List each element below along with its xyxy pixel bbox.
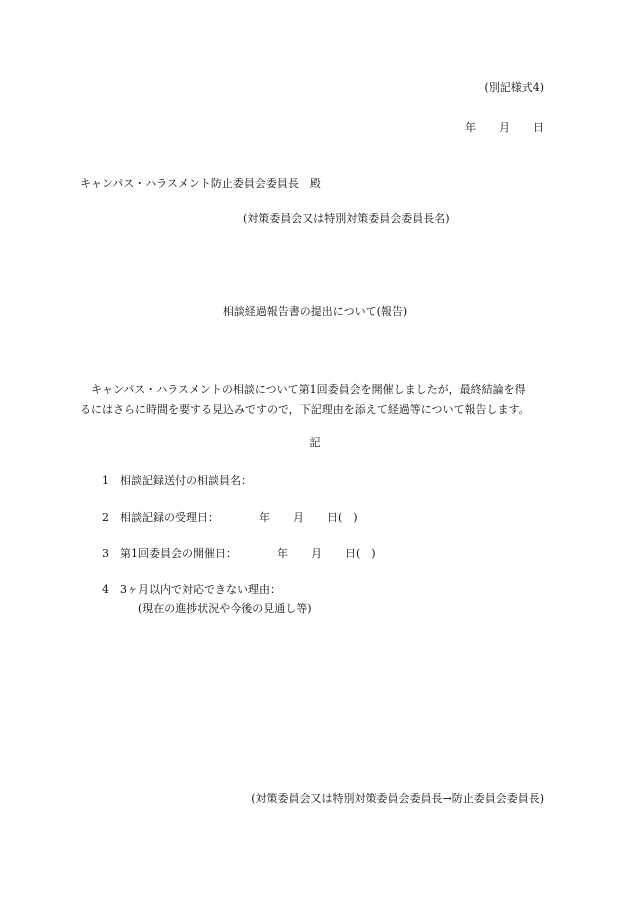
item-label: 相談記録の受理日：	[120, 511, 219, 524]
item-label: 第1回委員会の開催日：	[120, 547, 237, 560]
date-month: 月	[499, 121, 510, 134]
body-line-1: キャンパス・ハラスメントの相談について第1回委員会を開催しましたが，最終結論を得	[91, 383, 526, 396]
ki-heading: 記	[309, 436, 321, 449]
item-year: 年	[277, 547, 288, 560]
sender-name: (対策委員会又は特別対策委員会委員長名)	[243, 212, 450, 225]
date-day: 日	[533, 121, 544, 134]
date-line	[465, 122, 544, 133]
item-number: 3	[102, 547, 109, 560]
document-title: 相談経過報告書の提出について(報告)	[222, 305, 408, 318]
date-year: 年	[465, 121, 476, 134]
body-line-2: るにはさらに時間を要する見込みですので，下記理由を添えて経過等について報告します。	[80, 403, 530, 416]
item-month: 月	[293, 511, 304, 524]
item-number: 2	[102, 511, 109, 524]
item-number: 1	[102, 474, 109, 487]
item-2	[102, 512, 358, 523]
item-4-note: (現在の進捗状況や今後の見通し等)	[138, 602, 312, 615]
item-number: 4	[102, 583, 109, 596]
item-month: 月	[311, 547, 322, 560]
item-4	[102, 584, 281, 595]
item-day: 日( )	[345, 547, 376, 560]
item-label: 3ヶ月以内で対応できない理由：	[120, 583, 281, 596]
form-number: (別記様式4)	[484, 81, 544, 94]
item-3	[102, 548, 376, 559]
body-text	[80, 380, 548, 420]
item-label: 相談記録送付の相談員名：	[120, 474, 252, 487]
addressee: キャンパス・ハラスメント防止委員会委員長 殿	[80, 177, 321, 190]
item-1	[102, 475, 252, 486]
item-day: 日( )	[327, 511, 358, 524]
routing-note: (対策委員会又は特別対策委員会委員長→防止委員会委員長)	[251, 792, 544, 805]
item-year: 年	[259, 511, 270, 524]
